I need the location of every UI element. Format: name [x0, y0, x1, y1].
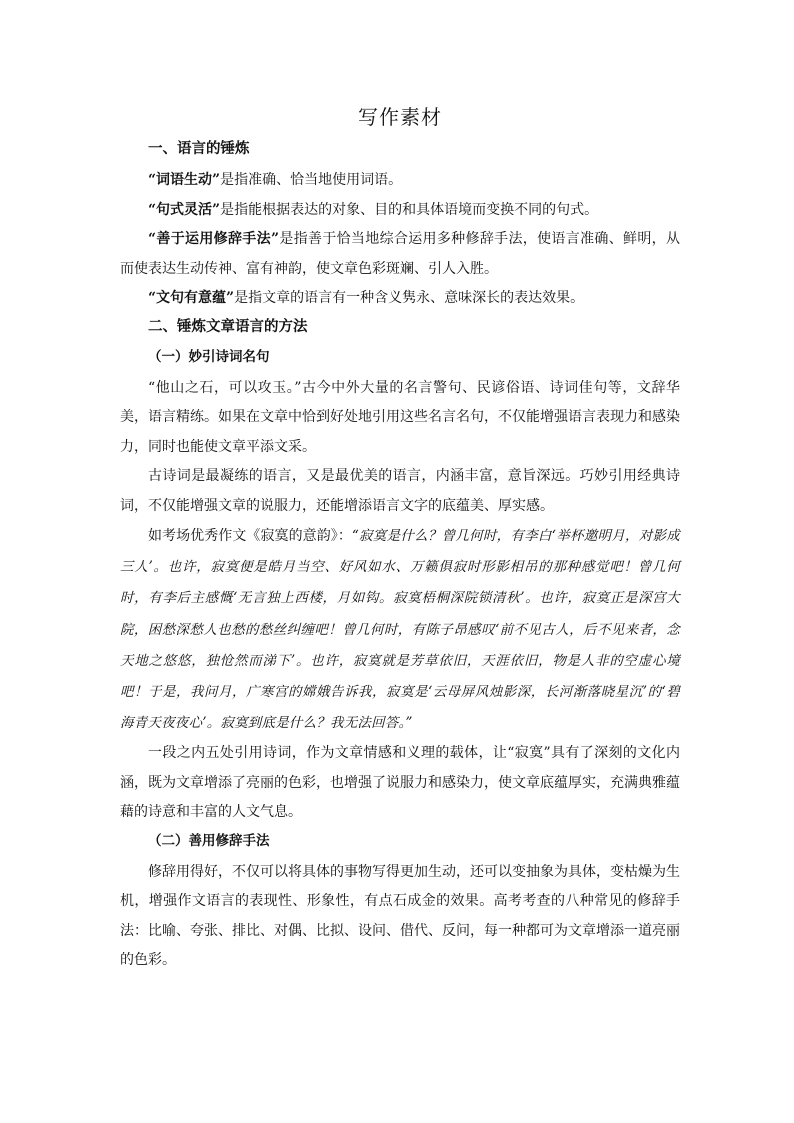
definition-term: “善于运用修辞手法” — [148, 231, 279, 247]
subsection-heading-1: （一）妙引诗词名句 — [148, 348, 270, 365]
definition-text: 是指善于恰当地综合运用多种修辞手法，使语言准确、鲜明，从而使表达生动传神、富有神韵，使文章色彩斑斓、引人入胜。 — [120, 231, 680, 277]
body-paragraph: 古诗词是最凝练的语言，又是最优美的语言，内涵丰富，意旨深远。巧妙引用经典诗词，不仅能增强文章的说服力，还能增添语言文字的底蕴美、厚实感。 — [120, 468, 680, 514]
definition-text: 是指能根据表达的对象、目的和具体语境而变换不同的句式。 — [220, 201, 599, 218]
definition-paragraph — [120, 284, 680, 314]
body-paragraph: “他山之石，可以攻玉。”古今中外大量的名言警句、民谚俗语、诗词佳句等，文辞华美，语言精练。如果在文章中恰到好处地引用这些名言名句，不仅能增强语言表现力和感染力，同时也能使文章平添文采。 — [120, 379, 680, 455]
section-heading-1: 一、语言的锤炼 — [148, 140, 250, 157]
excerpt-intro: 如考场优秀作文《寂寞的意韵》： — [148, 528, 352, 544]
quoted-excerpt — [120, 521, 680, 739]
definition-text: 是指文章的语言有一种含义隽永、意味深长的表达效果。 — [234, 290, 585, 306]
definition-text: 是指准确、恰当地使用词语。 — [220, 172, 403, 188]
subsection-heading-2: （二）善用修辞手法 — [148, 832, 270, 849]
definition-paragraph — [120, 225, 680, 284]
document-content — [120, 103, 680, 976]
definition-term: “文句有意蕴” — [148, 290, 235, 306]
body-paragraph: 一段之内五处引用诗词，作为文章情感和义理的载体，让“寂寞”具有了深刻的文化内涵，既为文章增添了亮丽的色彩，也增强了说服力和感染力，使文章底蕴厚实，充满典雅蕴藉的诗意和丰富的人文气息。 — [120, 745, 680, 821]
definition-paragraph — [120, 166, 680, 196]
definition-term: “词语生动” — [148, 172, 221, 188]
definition-term: “句式灵活” — [148, 201, 221, 218]
excerpt-text: “寂寞是什么？曾几何时，有李白‘举杯邀明月，对影成三人’。也许，寂寞便是皓月当空、好风如水、万籁俱寂时形影相吊的那种感觉吧！曾几何时，有李后主感慨‘无言独上西楼，月如钩。寂寞梧桐深院锁清秋’。也许，寂寞正是深宫大院，困愁深愁人也愁的愁丝纠缠吧！曾几何时，有陈子昂感叹‘前不见古人，后不见来者，念天地之悠悠，独怆然而涕下’。也许，寂寞就是芳草依旧，天涯依旧，物是人非的空虚心境吧！于是，我问月，广寒宫的嫦娥告诉我，寂寞是‘云母屏风烛影深，长河渐落晓星沉’的‘碧海青天夜夜心’。寂寞到底是什么？我无法回答。” — [120, 528, 680, 732]
definition-paragraph — [120, 196, 680, 226]
section-heading-2: 二、锤炼文章语言的方法 — [148, 317, 308, 335]
body-paragraph: 修辞用得好，不仅可以将具体的事物写得更加生动，还可以变抽象为具体，变枯燥为生机，增强作文语言的表现性、形象性，有点石成金的效果。高考考查的八种常见的修辞手法：比喻、夸张、排比、对偶、比拟、设问、借代、反问，每一种都可为文章增添一道亮丽的色彩。 — [120, 863, 680, 969]
page-title: 写作素材 — [358, 105, 442, 129]
